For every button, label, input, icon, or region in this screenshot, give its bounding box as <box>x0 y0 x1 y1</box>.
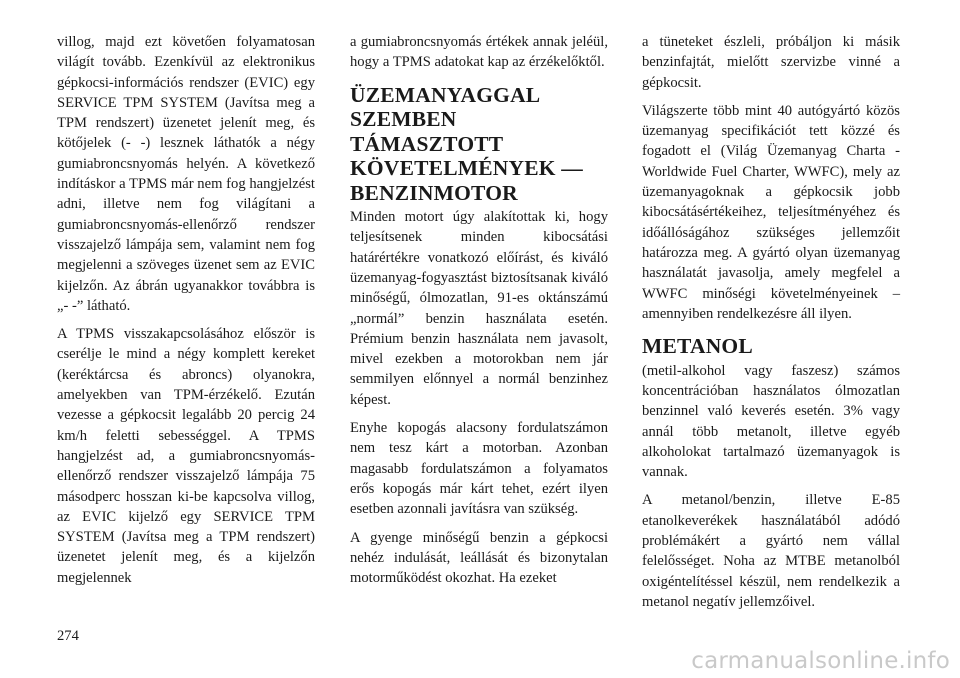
watermark: carmanualsonline.info <box>691 648 950 674</box>
paragraph: A metanol/benzin, illetve E-85 etanolkeverékek használatából adódó problémákért a gyártó nem vállal felelősséget. Noha az MTBE metanolból oxigéntelítéssel készül, nem rendelkezik a metanol negatív jellemzőivel. <box>642 492 900 610</box>
paragraph: A gyenge minőségű benzin a gépkocsi nehéz indulását, leállását és bizonytalan motorműködést okozhat. Ha ezeket <box>350 529 608 587</box>
paragraph: (metil-alkohol vagy faszesz) számos koncentrációban használatos ólmozatlan benzinnel való keverés esetén. 3% vagy annál több metanolt, illetve egyéb alkoholokat tartalmazó üzemanyagok is vannak. <box>642 362 900 481</box>
paragraph: a gumiabroncsnyomás értékek annak jeléül, hogy a TPMS adatokat kap az érzékelőktől. <box>350 34 608 71</box>
section-heading-methanol: METANOL <box>642 334 753 359</box>
text-column-left <box>57 32 315 596</box>
text-column-right <box>642 32 900 620</box>
paragraph: A TPMS visszakapcsolásához először is cserélje le mind a négy komplett kereket (keréktárcsa és abroncs) olyanokra, amelyekben van TPM-érzékelő. Ezután vezesse a gépkocsit legalább 20 percig 24 km/h feletti sebességgel. A TPMS hangjelzést ad, a gumiabroncsnyomás-ellenőrző rendszer visszajelző lámpája 75 másodperc hosszan ki-be kapcsolva villog, az EVIC kijelző egy SERVICE TPM SYSTEM (Javítsa meg a TPM rendszert) üzenetet jelenít meg, és a kijelzőn megjelennek <box>57 326 315 586</box>
section-heading-fuel-requirements: ÜZEMANYAGGAL SZEMBEN TÁMASZTOTT KÖVETELMÉNYEK — BENZINMOTOR <box>350 82 583 205</box>
text-column-middle <box>350 32 608 596</box>
paragraph: Világszerte több mint 40 autógyártó közös üzemanyag specifikációt tett közzé és fogadott el (Világ Üzemanyag Charta - Worldwide Fuel Charter, WWFC), mely az üzemanyagoknak a gépkocsik jobb kibocsátásértékeihez, teljesítményéhez és időállóságához szükséges jellemzőit határozza meg. A gyártó olyan üzemanyag használatát javasolja, amely megfelel a WWFC minőségi követelményeinek – amennyiben rendelkezésre áll ilyen. <box>642 102 900 322</box>
paragraph: a tüneteket észleli, próbáljon ki másik benzinfajtát, mielőtt szervizbe vinné a gépkocsit. <box>642 34 900 91</box>
paragraph: Minden motort úgy alakítottak ki, hogy teljesítsenek minden kibocsátási határértékre vonatkozó előírást, és kiváló üzemanyag-fogyasztást biztosítsanak kiváló minőségű, ólmozatlan, 91-es oktánszámú „normál” benzin használata esetén. Prémium benzin használata nem javasolt, mivel ezekben a motorokban nem jár semmilyen előnnyel a normál benzinhez képest. <box>350 209 608 408</box>
page-number: 274 <box>57 628 79 644</box>
paragraph: Enyhe kopogás alacsony fordulatszámon nem tesz kárt a motorban. Azonban magasabb fordulatszámon a folyamatos erős kopogás már kárt tehet, ezért ilyen esetben azonnali javításra van szükség. <box>350 420 608 518</box>
paragraph: villog, majd ezt követően folyamatosan világít tovább. Ezenkívül az elektronikus gépkocsi-információs rendszer (EVIC) egy SERVICE TPM SYSTEM (Javítsa meg a TPM rendszert) üzenetet jelenít meg, és kötőjelek (- -) lesznek láthatók a négy gumiabroncsnyomás helyén. A következő indításkor a TPMS már nem fog hangjelzést adni, illetve nem fog világítani a gumiabroncsnyomás-ellenőrző rendszer visszajelző lámpája sem, valamint nem fog megjelenni a szöveges üzenet sem az EVIC kijelzőn. Az ábrán ugyanakkor továbbra is „- -” látható. <box>57 34 315 314</box>
